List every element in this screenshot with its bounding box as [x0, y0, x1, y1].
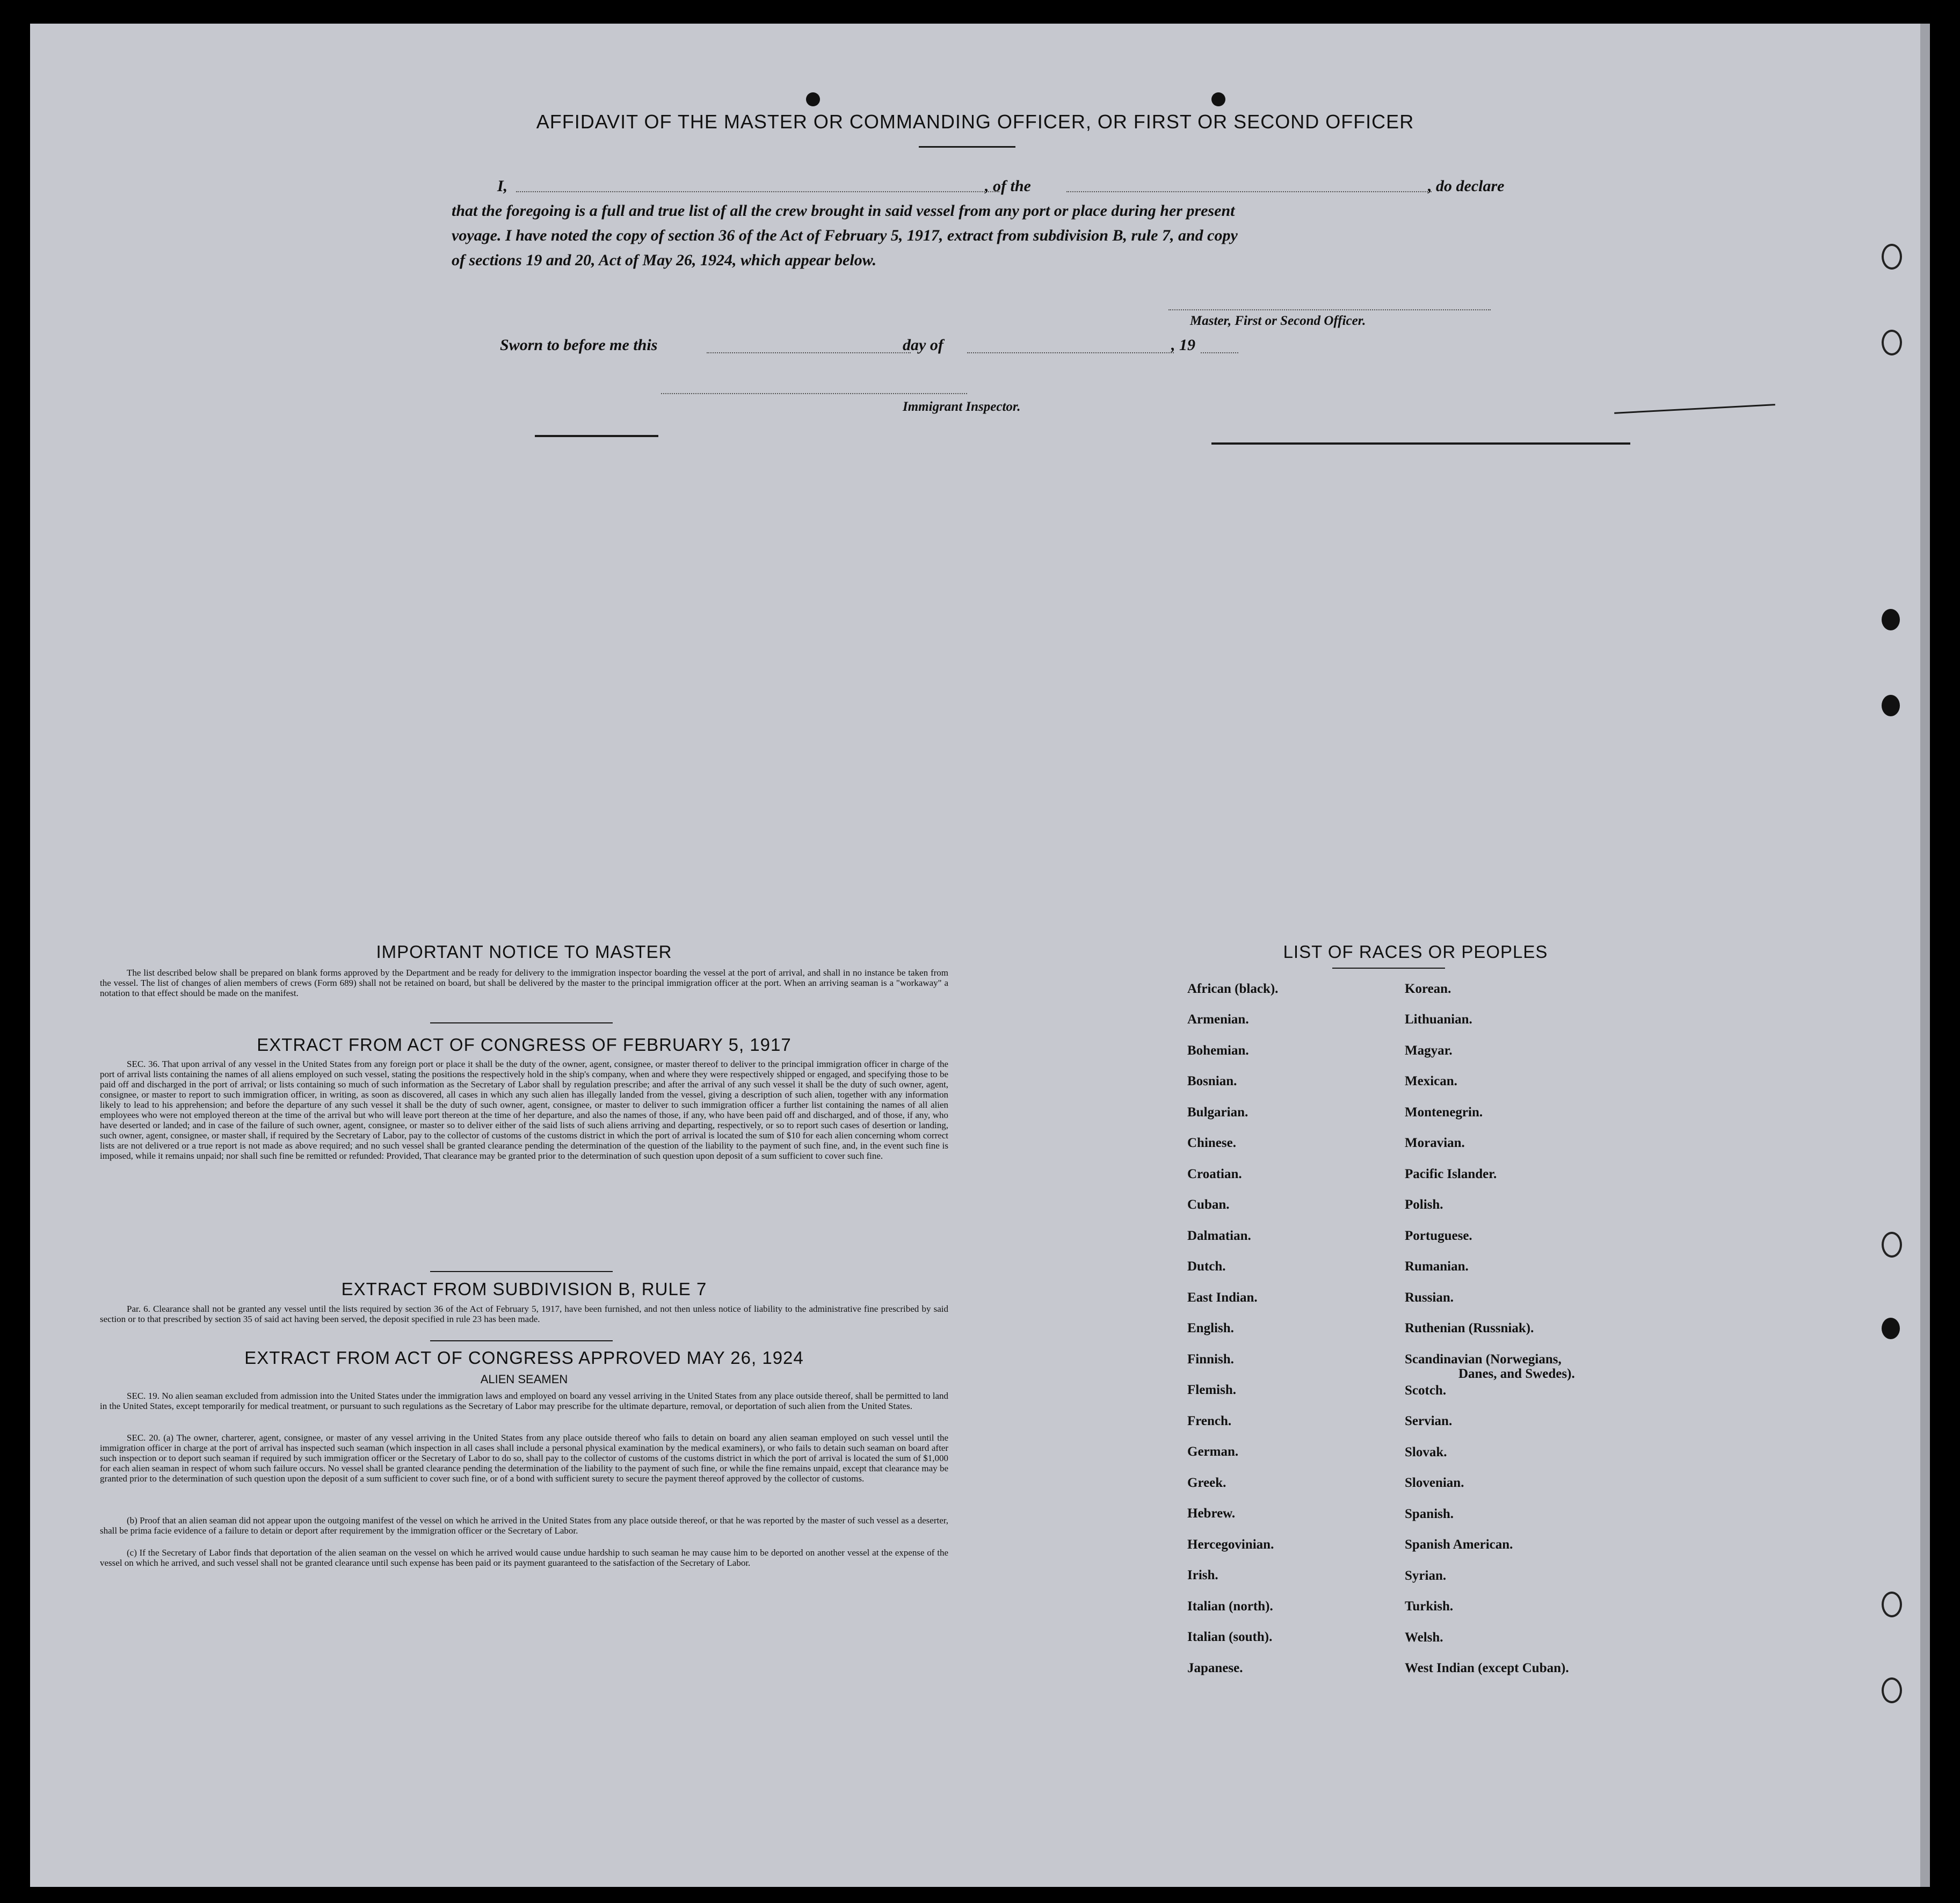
race-left: Chinese. — [1187, 1136, 1236, 1150]
race-left: Bosnian. — [1187, 1074, 1237, 1088]
race-right: Russian. — [1405, 1290, 1454, 1305]
race-left: English. — [1187, 1321, 1234, 1335]
punch-hole — [1882, 1592, 1902, 1617]
sec20a-body: SEC. 20. (a) The owner, charterer, agent, consignee, or master of any vessel arriving in the United States from any place outside thereof who fails to detain on board any alien seaman employed on such vessel until the immigration officer in charge at the port of arrival has inspected such seaman (which inspection in all cases shall include a personal physical examination by the medical examiners), or who fails to detain such seaman on board after such inspection or to deport such seaman if required by such immigration officer or the Secretary of Labor to do so, shall pay to the collector of customs of the customs district in which the port of arrival is located the sum of $1,000 for each alien seaman in respect of whom such failure occurs. No vessel shall be granted clearance pending the determination of the liability to the payment of such fine, or while the fine remains unpaid, except that clearance may be granted prior to the determination of such question upon the deposit of a sum sufficient to cover such fine, or of a bond with sufficient surety to secure the payment thereof approved by the collector of customs. — [100, 1433, 948, 1484]
race-right: Rumanian. — [1405, 1259, 1469, 1274]
race-left: Italian (south). — [1187, 1630, 1273, 1644]
races-heading: LIST OF RACES OR PEOPLES — [1283, 942, 1548, 962]
affidavit-i-label: I, — [497, 177, 508, 195]
section-divider — [430, 1340, 613, 1341]
name-blank[interactable] — [516, 191, 999, 192]
race-left: French. — [1187, 1414, 1232, 1428]
punch-hole — [1882, 244, 1902, 270]
extract-1924-heading: EXTRACT FROM ACT OF CONGRESS APPROVED MAY 26, 1924 — [244, 1348, 804, 1368]
race-right: Syrian. — [1405, 1568, 1447, 1583]
heading-underline — [919, 146, 1015, 148]
day-blank[interactable] — [707, 352, 911, 353]
tear-mark — [1211, 442, 1630, 445]
race-left: Finnish. — [1187, 1352, 1234, 1367]
race-left: Italian (north). — [1187, 1599, 1273, 1614]
punch-hole — [1882, 1318, 1900, 1339]
race-left: Flemish. — [1187, 1383, 1236, 1397]
month-blank[interactable] — [967, 352, 1174, 353]
affidavit-line-2: that the foregoing is a full and true list of all the crew brought in said vessel from any port or place during her present — [452, 202, 1235, 220]
race-right: Welsh. — [1405, 1630, 1443, 1645]
rule7-body: Par. 6. Clearance shall not be granted any vessel until the lists required by section 36 of the Act of February 5, 1917, have been furnished, and not then unless notice of liability to the administrative fine prescribed by said section or to that prescribed by section 35 of said act having been served, the deposit specified in rule 23 has been made. — [100, 1304, 948, 1324]
race-right: Magyar. — [1405, 1043, 1453, 1058]
race-left: African (black). — [1187, 982, 1279, 996]
form-sheet — [30, 24, 1930, 1887]
master-label: Master, First or Second Officer. — [1190, 314, 1366, 328]
race-left: Dalmatian. — [1187, 1229, 1251, 1243]
extract-1917-body: SEC. 36. That upon arrival of any vessel in the United States from any foreign port or place it shall be the duty of the owner, agent, consignee, or master thereof to deliver to the principal immigration officer in charge of the port of arrival lists containing the names of all aliens employed on such vessel, stating the positions the respectively hold in the ship's company, when and where they were respectively shipped or engaged, and specifying those to be paid off and discharged in the port of arrival; or lists containing so much of such information as the Secretary of Labor shall by regulation prescribe; and after the arrival of any such vessel it shall be the duty of such owner, agent, consignee, or master to report to such immigration officer, in writing, as soon as discovered, all cases in which any such alien has illegally landed from the vessel, giving a description of such alien, together with any information likely to lead to his apprehension; and before the departure of any such vessel it shall be the duty of such owner, agent, consignee, or master to deliver to such immigration officer a further list containing the names of all alien employees who were not employed thereon at the time of the arrival but who will leave port thereon at the time of her departure, and also the names of those, if any, who have been paid off and discharged, and of those, if any, who have deserted or landed; and in case of the failure of such owner, agent, consignee, or master so to deliver either of the said lists of such aliens arriving and departing, respectively, or so to report such cases of desertion or landing, such owner, agent, consignee, or master shall, if required by the Secretary of Labor, pay to the collector of customs of the customs district in which the port of arrival is located the sum of $10 for each alien concerning whom correct lists are not delivered or a true report is not made as above required; and no such vessel shall be granted clearance pending the determination of the question of the liability to the payment of such fine, and, in the event such fine is imposed, while it remains unpaid; nor shall such fine be remitted or refunded: Provided, That clearance may be granted prior to the determination of such question upon deposit of a sum sufficient to cover such fine. — [100, 1059, 948, 1161]
race-right: Turkish. — [1405, 1599, 1454, 1614]
race-left: East Indian. — [1187, 1290, 1258, 1305]
extract-1917-heading: EXTRACT FROM ACT OF CONGRESS OF FEBRUARY 5, 1917 — [257, 1035, 792, 1055]
rule7-heading: EXTRACT FROM SUBDIVISION B, RULE 7 — [341, 1279, 707, 1299]
tear-mark — [535, 435, 658, 437]
punch-hole — [806, 92, 820, 106]
race-right: Korean. — [1405, 982, 1451, 996]
race-right: Spanish American. — [1405, 1537, 1513, 1552]
inspector-signature-blank[interactable] — [661, 393, 967, 394]
race-right: Slovak. — [1405, 1444, 1447, 1459]
punch-hole — [1882, 609, 1900, 630]
race-right: Polish. — [1405, 1197, 1443, 1212]
punch-hole — [1882, 1232, 1902, 1258]
inspector-label: Immigrant Inspector. — [903, 400, 1021, 414]
race-right: West Indian (except Cuban). — [1405, 1661, 1569, 1675]
affidavit-line-3: voyage. I have noted the copy of section 36 of the Act of February 5, 1917, extract from subdivision B, rule 7, and copy — [452, 227, 1238, 244]
affidavit-line-4: of sections 19 and 20, Act of May 26, 1924, which appear below. — [452, 251, 877, 269]
sec20c-body: (c) If the Secretary of Labor finds that deportation of the alien seaman on the vessel on which he arrived would cause undue hardship to such seaman he may cause him to be deported on another vessel at the expense of the vessel on which he arrived, and such vessel shall not be granted clearance until such expense has been paid or its payment guaranteed to the satisfaction of the Secretary of Labor. — [100, 1548, 948, 1568]
race-right: Pacific Islander. — [1405, 1167, 1497, 1181]
extract-1924-subheading: ALIEN SEAMEN — [480, 1372, 568, 1386]
race-right: Scandinavian (Norwegians, — [1405, 1352, 1562, 1367]
race-right: Lithuanian. — [1405, 1012, 1472, 1027]
punch-hole — [1882, 330, 1902, 355]
affidavit-heading: AFFIDAVIT OF THE MASTER OR COMMANDING OFFICER, OR FIRST OR SECOND OFFICER — [536, 111, 1414, 133]
race-left: Hercegovinian. — [1187, 1537, 1274, 1552]
race-left: Bulgarian. — [1187, 1105, 1248, 1120]
race-right: Montenegrin. — [1405, 1105, 1483, 1120]
year-blank[interactable] — [1201, 352, 1238, 353]
races-underline — [1332, 968, 1445, 969]
race-right: Slovenian. — [1405, 1476, 1464, 1490]
race-left: Greek. — [1187, 1476, 1226, 1490]
race-left: Irish. — [1187, 1568, 1218, 1582]
master-signature-blank[interactable] — [1168, 309, 1491, 310]
race-right: Moravian. — [1405, 1136, 1465, 1150]
tear-mark — [1614, 404, 1775, 414]
notice-body: The list described below shall be prepared on blank forms approved by the Department and be ready for delivery to the immigration inspector boarding the vessel at the port of arrival, and shall in no instance be taken from the vessel. The list of changes of alien members of crews (Form 689) shall not be retained on board, but shall be delivered by the master to the principal immigration officer at the port. When an arriving seaman is a "workaway" a notation to that effect should be made on the manifest. — [100, 968, 948, 998]
race-left: Cuban. — [1187, 1197, 1230, 1212]
race-left: Bohemian. — [1187, 1043, 1249, 1058]
punch-hole — [1211, 92, 1225, 106]
race-right: Ruthenian (Russniak). — [1405, 1321, 1534, 1335]
race-right: Mexican. — [1405, 1074, 1457, 1088]
section-divider — [430, 1271, 613, 1272]
race-left: Dutch. — [1187, 1259, 1226, 1274]
race-left: German. — [1187, 1444, 1239, 1459]
race-left: Armenian. — [1187, 1012, 1249, 1027]
race-right: Spanish. — [1405, 1506, 1454, 1521]
do-declare-label: , do declare — [1428, 177, 1505, 195]
punch-hole — [1882, 1677, 1902, 1703]
sec19-body: SEC. 19. No alien seaman excluded from admission into the United States under the immigration laws and employed on board any vessel arriving in the United States from any place outside thereof, shall be permitted to land in the United States, except temporarily for medical treatment, or pursuant to such regulations as the Secretary of Labor may prescribe for the ultimate departure, removal, or deportation of such alien from the United States. — [100, 1391, 948, 1411]
year-label: , 19 — [1171, 336, 1195, 354]
sec20b-body: (b) Proof that an alien seaman did not appear upon the outgoing manifest of the vessel on which he arrived in the United States from any place outside thereof, or that he was reported by the master of such vessel as a deserter, shall be prima facie evidence of a failure to detain or deport after requirement by the immigration officer or the Secretary of Labor. — [100, 1515, 948, 1536]
sworn-label: Sworn to before me this — [500, 336, 658, 354]
notice-heading: IMPORTANT NOTICE TO MASTER — [376, 942, 672, 962]
of-the-label: , of the — [985, 177, 1031, 195]
race-left: Hebrew. — [1187, 1506, 1236, 1521]
vessel-blank[interactable] — [1066, 191, 1432, 192]
race-right: Scotch. — [1405, 1383, 1447, 1398]
day-of-label: day of — [903, 336, 943, 354]
punch-hole — [1882, 695, 1900, 716]
race-left: Croatian. — [1187, 1167, 1242, 1181]
section-divider — [430, 1022, 613, 1023]
race-left: Japanese. — [1187, 1661, 1243, 1675]
race-right: Portuguese. — [1405, 1229, 1472, 1243]
race-right: Servian. — [1405, 1414, 1453, 1428]
race-right: Danes, and Swedes). — [1458, 1367, 1575, 1381]
